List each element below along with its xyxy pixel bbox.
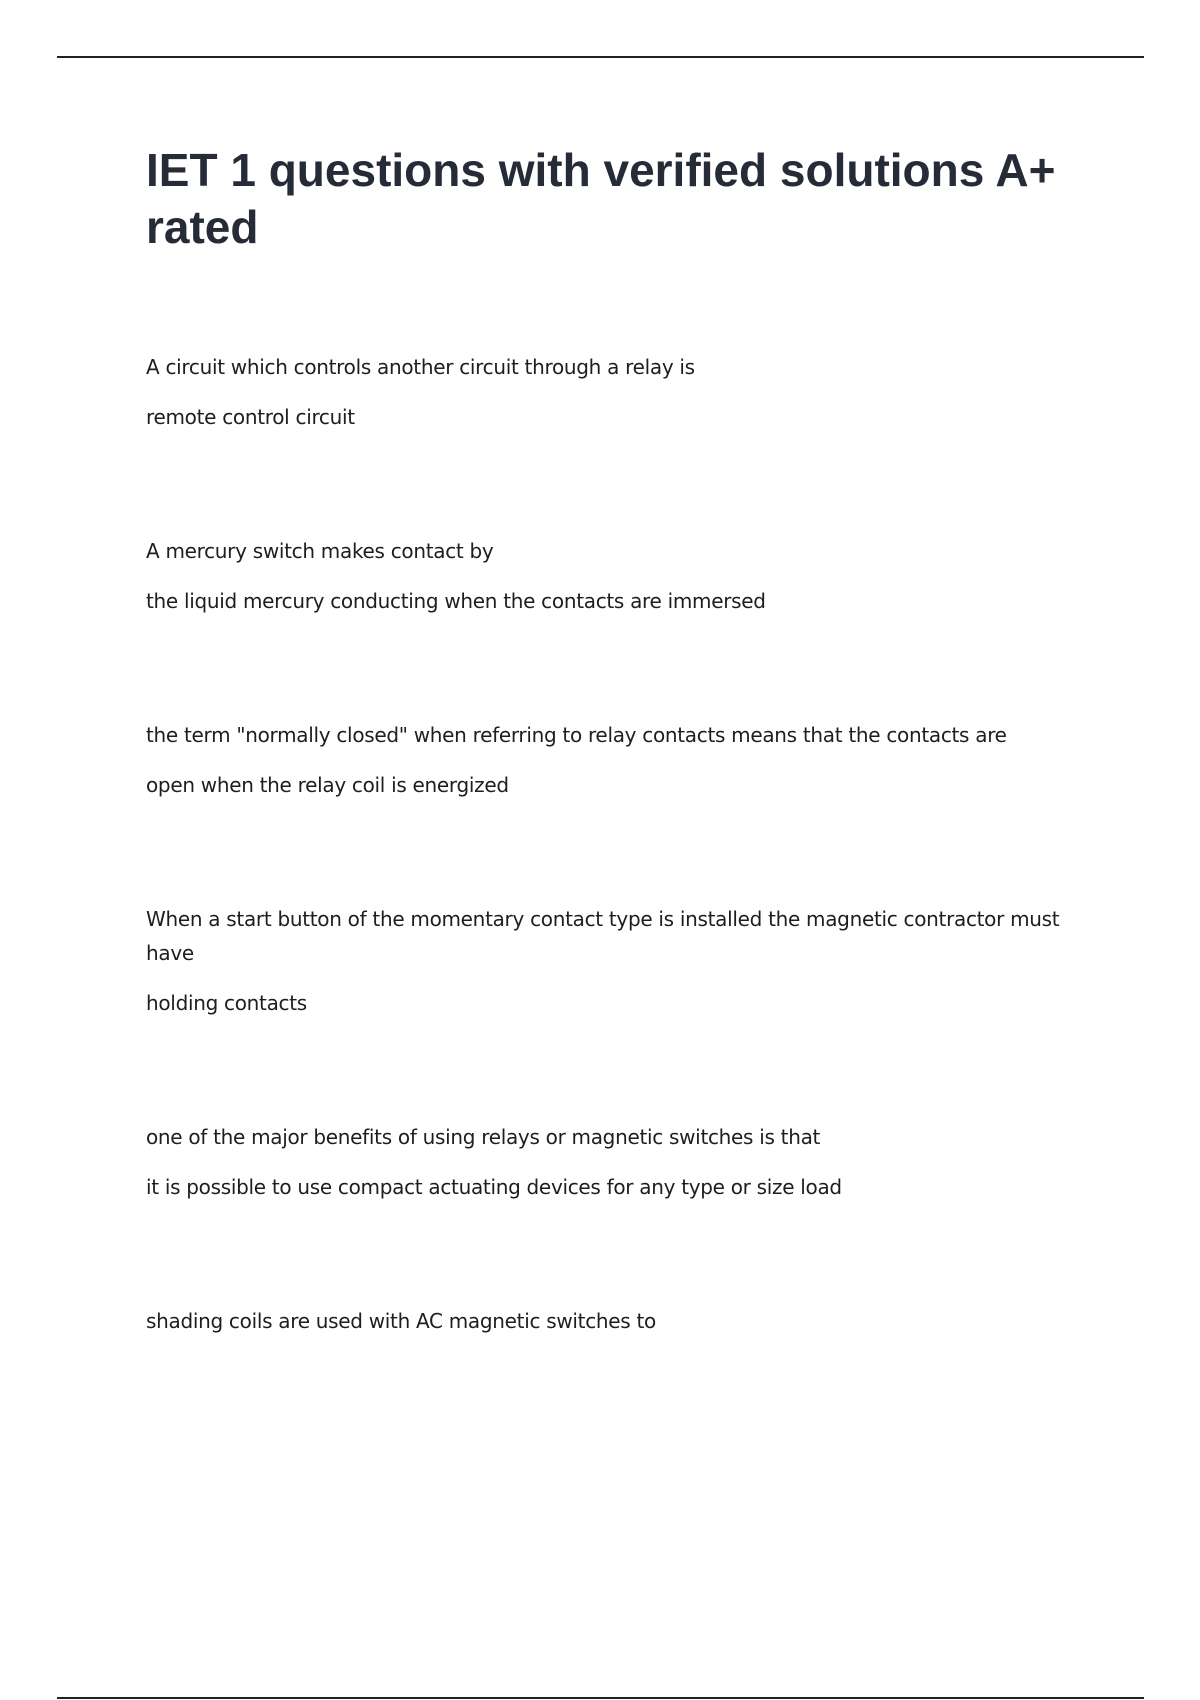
header-rule: [57, 56, 1144, 58]
answer-text: open when the relay coil is energized: [146, 773, 509, 797]
question-text: one of the major benefits of using relays or magnetic switches is that: [146, 1125, 821, 1149]
answer-text: remote control circuit: [146, 405, 355, 429]
footer-rule: [57, 1697, 1144, 1699]
qa-item: [146, 1304, 1076, 1338]
question-text: shading coils are used with AC magnetic switches to: [146, 1309, 656, 1333]
answer-text: the liquid mercury conducting when the contacts are immersed: [146, 589, 766, 613]
question-text: A mercury switch makes contact by: [146, 539, 494, 563]
question-text: A circuit which controls another circuit through a relay is: [146, 355, 695, 379]
question-text: When a start button of the momentary contact type is installed the magnetic contractor must have: [146, 907, 1060, 965]
document-title: IET 1 questions with verified solutions A+ rated: [146, 144, 1056, 253]
qa-list: [146, 350, 1076, 1338]
qa-item: [146, 718, 1076, 802]
qa-item: [146, 534, 1076, 618]
qa-item: [146, 902, 1076, 1020]
qa-item: [146, 350, 1076, 434]
qa-item: [146, 1120, 1076, 1204]
answer-text: it is possible to use compact actuating devices for any type or size load: [146, 1175, 842, 1199]
answer-text: holding contacts: [146, 991, 307, 1015]
question-text: the term "normally closed" when referring to relay contacts means that the contacts are: [146, 723, 1007, 747]
document-body: [146, 142, 1076, 1438]
